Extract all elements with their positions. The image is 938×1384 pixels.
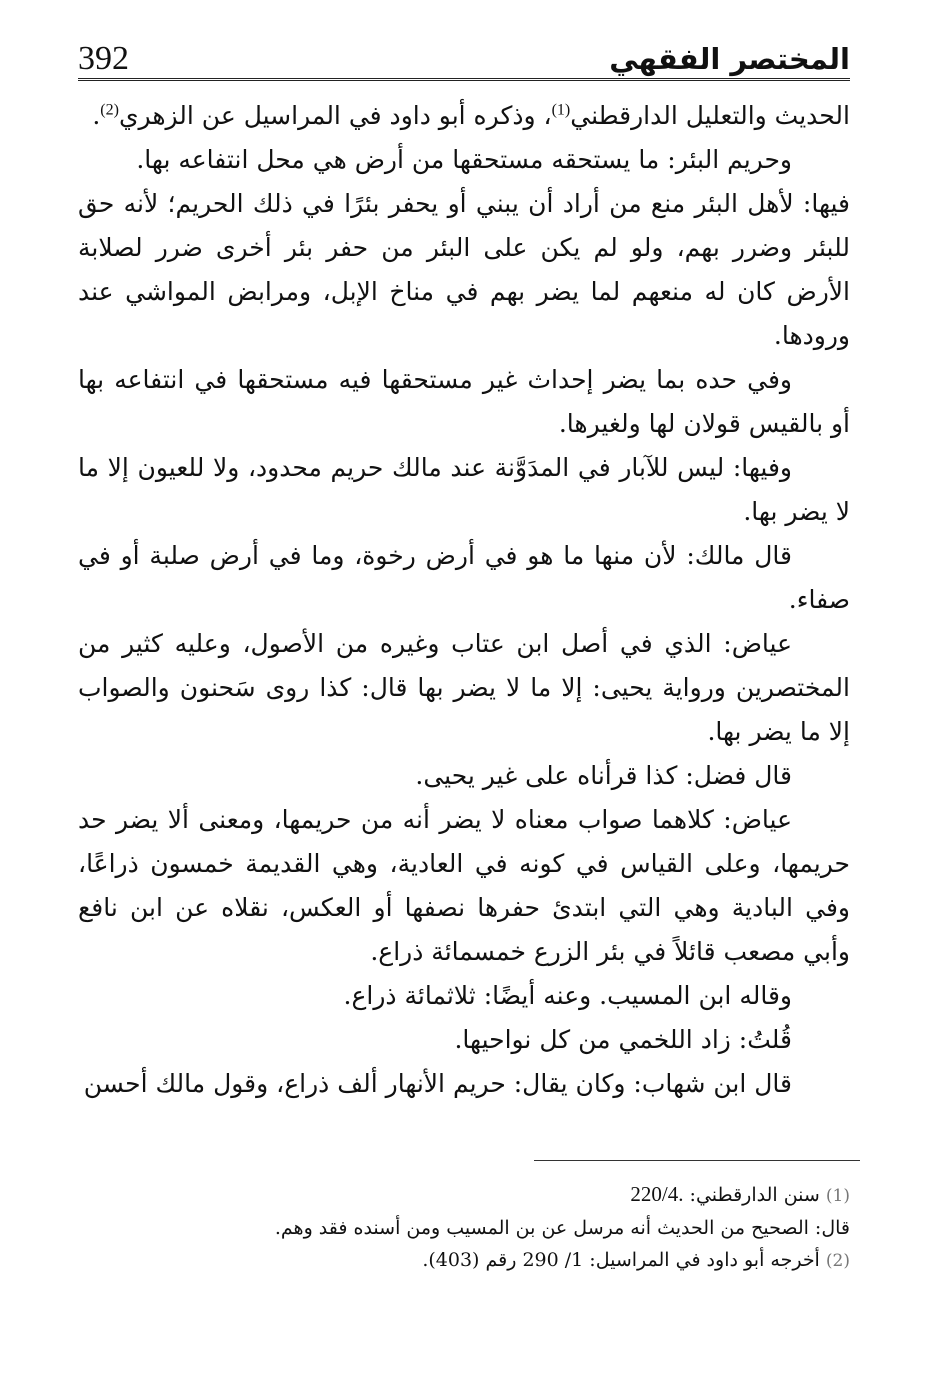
footnote-text: أخرجه أبو داود في المراسيل: 1/ 290 رقم (403). bbox=[422, 1249, 820, 1271]
header-rule bbox=[78, 78, 850, 81]
page-header bbox=[78, 28, 850, 78]
paragraph-9: عياض: كلاهما صواب معناه لا يضر أنه من حريمها، ومعنى ألا يضر حد حريمها، وعلى القياس في كونه في العادية، وهي القديمة خمسون ذراعًا، وفي البادية وهي التي ابتدئ حفرها نصفها أو العكس، نقلاه عن ابن نافع وأبي مصعب قائلاً في بئر الزرع خمسمائة ذراع. bbox=[78, 805, 850, 966]
footnote-citation: 220/4. bbox=[630, 1182, 684, 1206]
footnote-1 bbox=[78, 1178, 850, 1212]
paragraph-7: عياض: الذي في أصل ابن عتاب وغيره من الأصول، وعليه كثير من المختصرين ورواية يحيى: إلا ما لا يضر بها قال: كذا روى سَحنون والصواب إلا ما يضر بها. bbox=[78, 629, 850, 746]
running-title: المختصر الفقهي bbox=[609, 42, 850, 76]
paragraph-11: قُلتُ: زاد اللخمي من كل نواحيها. bbox=[454, 1025, 792, 1054]
paragraph-6: قال مالك: لأن منها ما هو في أرض رخوة، وما في أرض صلبة أو في صفاء. bbox=[78, 541, 850, 614]
footnote-1-note: قال: الصحيح من الحديث أنه مرسل عن بن المسيب ومن أسنده فقد وهم. bbox=[274, 1217, 850, 1239]
footnote-marker-2: (2) bbox=[825, 1251, 850, 1271]
footnote-ref-2[interactable]: (2) bbox=[100, 101, 119, 119]
footnotes bbox=[78, 1178, 850, 1277]
paragraph-1-text-c: . bbox=[92, 101, 101, 130]
paragraph-4: وفي حده بما يضر إحداث غير مستحقها فيه مستحقها في انتفاعه بها أو بالقيس قولان لها ولغيرها. bbox=[78, 365, 850, 438]
page-number: 392 bbox=[78, 40, 129, 77]
footnote-2 bbox=[78, 1244, 850, 1277]
paragraph-1 bbox=[78, 94, 850, 138]
paragraph-2: وحريم البئر: ما يستحقه مستحقها من أرض هي محل انتفاعه بها. bbox=[136, 145, 792, 174]
paragraph-3: فيها: لأهل البئر منع من أراد أن يبني أو يحفر بئرًا في ذلك الحريم؛ لأنه حق للبئر وضرر بهم، ولو لم يكن على البئر من حفر بئر أخرى ضرر لصلابة الأرض كان له منعهم لما يضر بهم في مناخ الإبل، ومرابض المواشي عند ورودها. bbox=[78, 189, 850, 350]
footnote-ref-1[interactable]: (1) bbox=[551, 101, 571, 119]
paragraph-1-text-a: الحديث والتعليل الدارقطني bbox=[570, 101, 850, 130]
paragraph-10: وقاله ابن المسيب. وعنه أيضًا: ثلاثمائة ذراع. bbox=[343, 981, 792, 1010]
paragraph-12: قال ابن شهاب: وكان يقال: حريم الأنهار ألف ذراع، وقول مالك أحسن bbox=[83, 1069, 792, 1098]
footnote-marker-1: (1) bbox=[825, 1186, 850, 1206]
paragraph-5: وفيها: ليس للآبار في المدَوَّنة عند مالك حريم محدود، ولا للعيون إلا ما لا يضر بها. bbox=[78, 453, 850, 526]
footnote-text: سنن الدارقطني: bbox=[689, 1184, 820, 1206]
main-text bbox=[78, 94, 850, 1106]
footnote-separator bbox=[534, 1160, 860, 1161]
paragraph-1-text-b: ، وذكره أبو داود في المراسيل عن الزهري bbox=[118, 101, 552, 130]
paragraph-8: قال فضل: كذا قرأناه على غير يحيى. bbox=[415, 761, 792, 790]
